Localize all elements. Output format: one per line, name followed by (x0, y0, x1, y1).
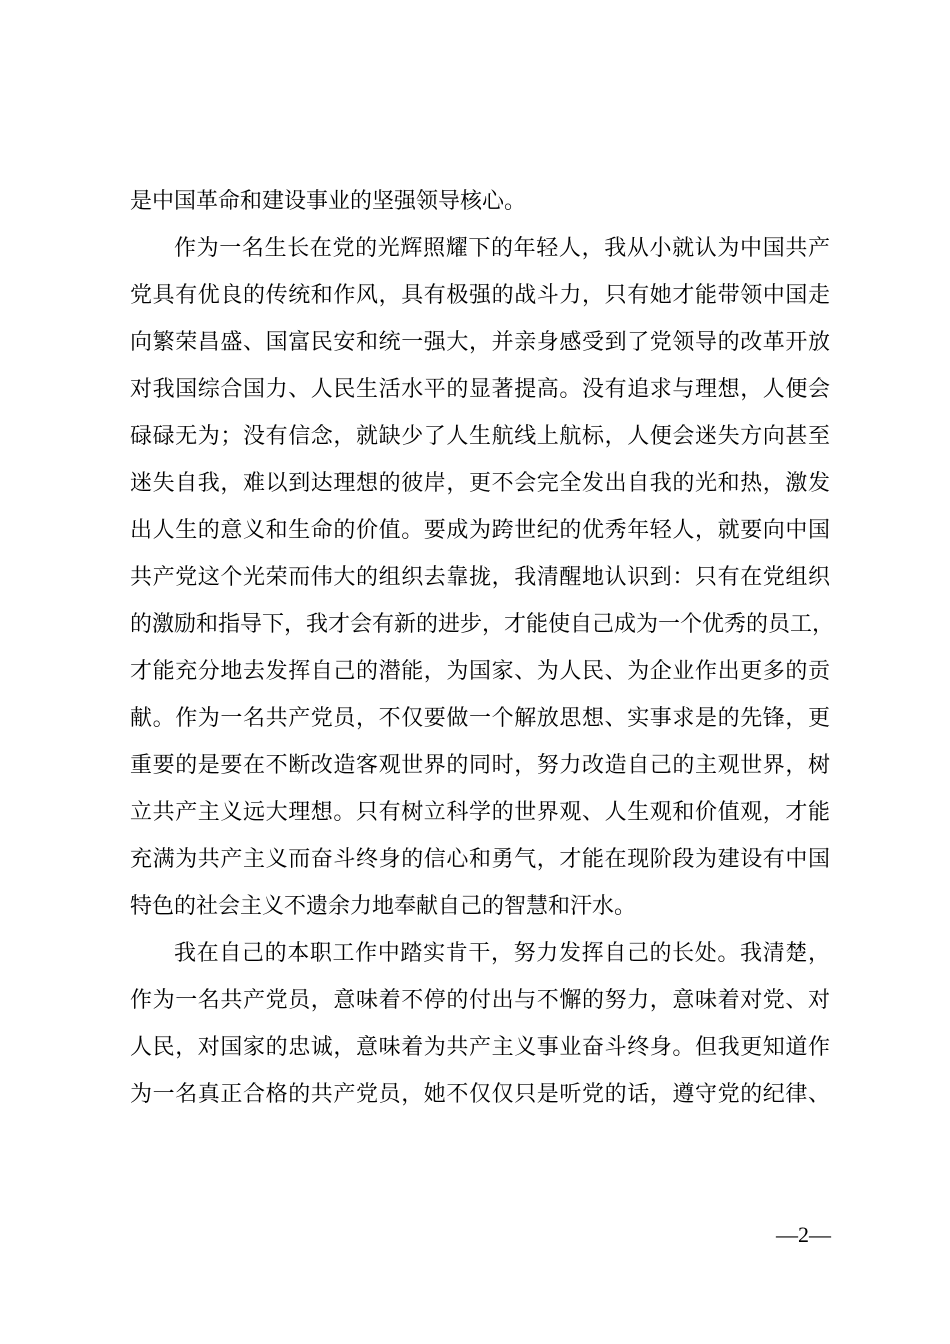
text-line: 党具有优良的传统和作风，具有极强的战斗力，只有她才能带领中国走 (130, 283, 830, 308)
text-line: 的激励和指导下，我才会有新的进步，才能使自己成为一个优秀的员工， (130, 612, 835, 637)
text-line: 碌碌无为；没有信念，就缺少了人生航线上航标，人便会迷失方向甚至 (130, 424, 830, 449)
paragraph-first-line: 我在自己的本职工作中踏实肯干，努力发挥自己的长处。我清楚， (174, 941, 830, 966)
text-line: 人民，对国家的忠诚，意味着为共产主义事业奋斗终身。但我更知道作 (130, 1035, 830, 1060)
text-line: 共产党这个光荣而伟大的组织去靠拢，我清醒地认识到：只有在党组织 (130, 565, 830, 590)
text-line: 是中国革命和建设事业的坚强领导核心。 (130, 189, 527, 214)
text-line: 特色的社会主义不遗余力地奉献自己的智慧和汗水。 (130, 894, 637, 919)
paragraph-first-line: 作为一名生长在党的光辉照耀下的年轻人，我从小就认为中国共产 (174, 236, 830, 261)
text-line: 向繁荣昌盛、国富民安和统一强大，并亲身感受到了党领导的改革开放 (130, 330, 830, 355)
text-line: 为一名真正合格的共产党员，她不仅仅只是听党的话，遵守党的纪律、 (130, 1082, 830, 1107)
text-line: 献。作为一名共产党员，不仅要做一个解放思想、实事求是的先锋，更 (130, 706, 830, 731)
text-line: 重要的是要在不断改造客观世界的同时，努力改造自己的主观世界，树 (130, 753, 830, 778)
text-line: 作为一名共产党员，意味着不停的付出与不懈的努力，意味着对党、对 (130, 988, 830, 1013)
text-line: 充满为共产主义而奋斗终身的信心和勇气，才能在现阶段为建设有中国 (130, 847, 830, 872)
text-line: 对我国综合国力、人民生活水平的显著提高。没有追求与理想，人便会 (130, 377, 830, 402)
body-text (130, 178, 835, 1118)
text-line: 迷失自我，难以到达理想的彼岸，更不会完全发出自我的光和热，激发 (130, 471, 830, 496)
text-line: 才能充分地去发挥自己的潜能，为国家、为人民、为企业作出更多的贡 (130, 659, 830, 684)
text-line: 出人生的意义和生命的价值。要成为跨世纪的优秀年轻人，就要向中国 (130, 518, 830, 543)
page-number: —2— (776, 1222, 831, 1247)
text-line: 立共产主义远大理想。只有树立科学的世界观、人生观和价值观，才能 (130, 800, 830, 825)
